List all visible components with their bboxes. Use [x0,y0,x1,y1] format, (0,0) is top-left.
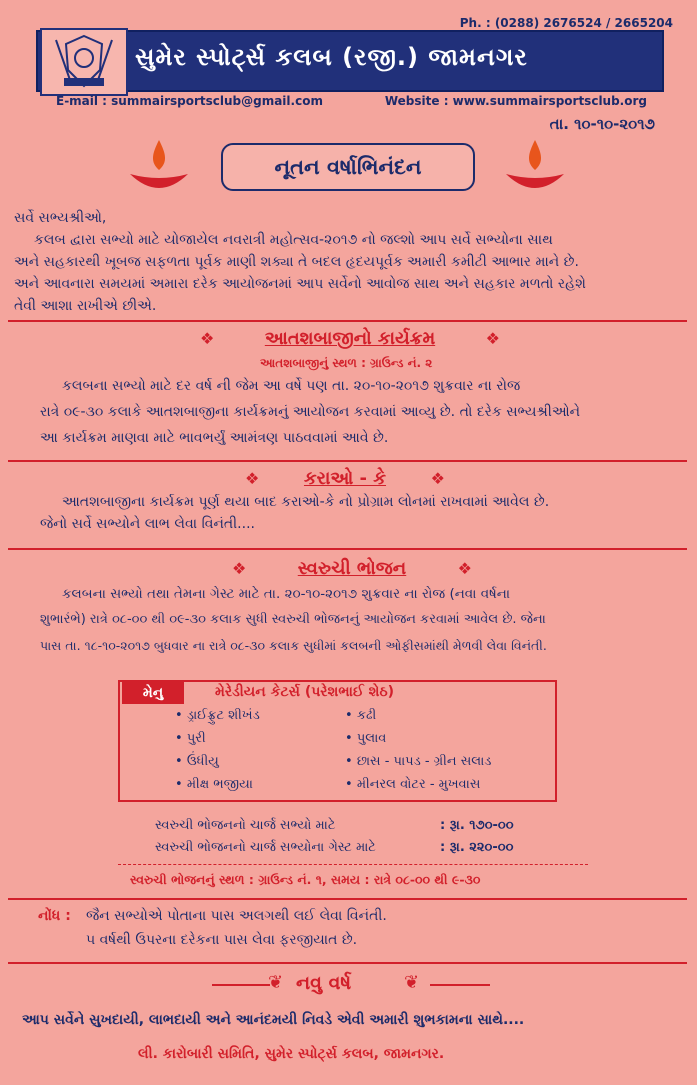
salutation: સર્વે સભ્યશ્રીઓ, [14,210,107,226]
menu-item: • છાસ - પાપડ - ગ્રીન સલાડ [345,754,492,769]
note-line: ૫ વર્ષથી ઉપરના દરેકના પાસ લેવા ફરજીયાત છે. [86,932,358,948]
diya-lamp-icon [124,136,194,198]
diamond-icon: ❖ [485,329,500,348]
fireworks-title: આતશબાજીનો કાર્યક્રમ [264,328,436,349]
email-address: E-mail : summairsportsclub@gmail.com [56,94,323,108]
signature: લી. કારોબારી સમિતિ, સુમેર સ્પોર્ટ્સ કલબ, જામનગર. [138,1046,445,1062]
diya-lamp-icon [500,136,570,198]
intro-line: તેવી આશા રાખીએ છીએ. [14,298,157,314]
diamond-icon: ❖ [430,469,445,488]
divider [8,320,687,322]
divider [8,898,687,900]
menu-item: • મીક્ષ ભજીયા [175,777,253,792]
dashed-divider [118,864,588,866]
menu-item: • કઢી [345,708,377,723]
note-line: જૈન સભ્યોએ પોતાના પાસ અલગથી લઈ લેવા વિનંતી. [86,908,387,924]
diamond-icon: ❖ [200,329,215,348]
caterer-name: મેરેડીયન કેટર્સ (પરેશભાઈ શેઠ) [215,684,394,700]
menu-label: મેનુ [122,682,184,704]
fireworks-place: આતશબાજીનું સ્થળ : ગ્રાઉન્ડ નં. ૨ [260,356,433,370]
fireworks-line: કલબના સભ્યો માટે દર વર્ષ ની જેમ આ વર્ષે પણ તા. ૨૦-૧૦-૨૦૧૭ શુક્રવાર ના રોજ [62,378,521,394]
swirl-icon: ❦ [404,972,420,993]
diamond-icon: ❖ [245,469,260,488]
charge-guest-value: : રૂા. ૨૨૦-૦૦ [440,840,514,855]
club-title: સુમેર સ્પોર્ટ્સ કલબ (રજી.) જામનગર [135,43,528,71]
swirl-icon: ❦ [268,972,284,993]
karaoke-line: આતશબાજીના કાર્યક્રમ પૂર્ણ થયા બાદ કરાઓ-કે નો પ્રોગ્રામ લોનમાં રાખવામાં આવેલ છે. [62,494,550,510]
dinner-line: શુભારંભે) રાત્રે ૦૮-૦૦ થી ૦૯-૩૦ કલાક સુધી સ્વરુચી ભોજનનું આયોજન કરવામાં આવેલ છે. જેના [40,612,546,627]
diamond-icon: ❖ [232,559,247,578]
menu-item: • ઉંધીયુ [175,754,219,769]
note-label: નોંધ : [38,908,71,924]
divider [8,962,687,964]
decorative-line [430,984,490,986]
new-year-wish: આપ સર્વેને સુખદાયી, લાભદાયી અને આનંદમયી નિવડે એવી અમારી શુભકામના સાથે.... [22,1012,525,1028]
letter-date: તા. ૧૦-૧૦-૨૦૧૭ [549,115,655,133]
charge-guest-label: સ્વરુચી ભોજનનો ચાર્જ સભ્યોના ગેસ્ટ માટે [155,840,376,855]
dinner-line: પાસ તા. ૧૮-૧૦-૨૦૧૭ બુધવાર ના રાત્રે ૦૮-૩૦ કલાક સુધીમાં કલબની ઓફીસમાંથી મેળવી લેવા વિનંતી. [40,638,547,653]
menu-item: • મીનરલ વોટર - મુખવાસ [345,777,481,792]
dinner-title: સ્વરુચી ભોજન [297,558,407,579]
fireworks-line: રાત્રે ૦૯-૩૦ કલાકે આતશબાજીના કાર્યક્રમનું આયોજન કરવામાં આવ્યુ છે. તો દરેક સભ્યશ્રીઓને [40,404,581,420]
diamond-icon: ❖ [457,559,472,578]
intro-line: કલબ દ્વારા સભ્યો માટે યોજાયેલ નવરાત્રી મહોત્સવ-૨૦૧૭ નો જલ્શો આપ સર્વે સભ્યોના સાથ [34,232,553,248]
menu-item: • ડ્રાઈફ્રુટ શીખંડ [175,708,260,723]
divider [8,460,687,462]
intro-line: અને સહકારથી ખૂબજ સફળતા પૂર્વક માણી શક્યા તે બદલ હૃદયપૂર્વક અમારી કમીટી આભાર માને છે. [14,254,579,270]
dinner-heading [232,558,472,579]
menu-item: • પુલાવ [345,731,387,746]
website-address: Website : www.summairsportsclub.org [384,94,647,108]
new-year-title: નવુ વર્ષ [296,972,352,994]
dinner-line: કલબના સભ્યો તથા તેમના ગેસ્ટ માટે તા. ૨૦-૧૦-૨૦૧૭ શુક્રવાર ના રોજ (નવા વર્ષના [62,586,511,602]
karaoke-heading [245,468,445,489]
karaoke-line: જેનો સર્વે સભ્યોને લાભ લેવા વિનંતી.... [40,516,255,532]
dinner-place-time: સ્વરુચી ભોજનનું સ્થળ : ગ્રાઉન્ડ નં. ૧, સમય : રાત્રે ૦૮-૦૦ થી ૯-૩૦ [130,872,481,887]
greeting-title: નૂતન વર્ષાભિનંદન [221,143,475,191]
karaoke-title: કરાઓ - કે [303,468,387,489]
intro-line: અને આવનારા સમયમાં અમારા દરેક આયોજનમાં આપ સર્વેનો આવોજ સાથ અને સહકાર મળતો રહેશે [14,276,586,292]
decorative-line [212,984,270,986]
charge-member-label: સ્વરુચી ભોજનનો ચાર્જ સભ્યો માટે [155,818,336,833]
divider [8,548,687,550]
fireworks-heading [200,328,500,349]
menu-item: • પુરી [175,731,206,746]
club-logo [40,28,128,96]
phone-number: Ph. : (0288) 2676524 / 2665204 [459,16,673,30]
fireworks-line: આ કાર્યક્રમ માણવા માટે ભાવભર્યું આમંત્રણ પાઠવવામાં આવે છે. [40,430,389,446]
charge-member-value: : રૂા. ૧૭૦-૦૦ [440,818,514,833]
